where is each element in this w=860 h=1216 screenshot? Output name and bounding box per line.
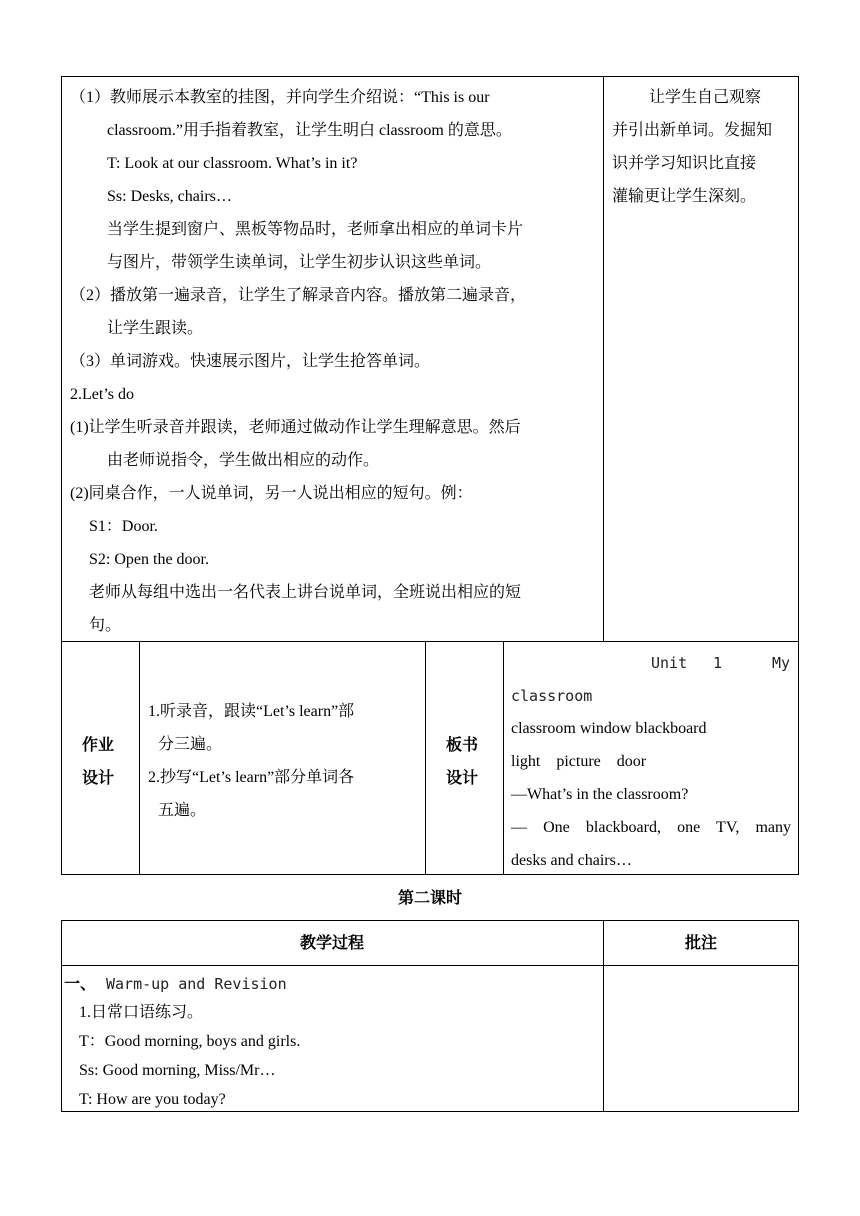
process-line: 让学生跟读。: [107, 320, 204, 337]
board-line: — One blackboard, one TV, many: [511, 819, 791, 836]
divider: [603, 76, 604, 642]
board-label: 板书: [446, 735, 479, 754]
homework-line: 分三遍。: [158, 736, 223, 753]
process-line: S1：Door.: [89, 518, 158, 535]
lesson2-line: Ss: Good morning, Miss/Mr…: [79, 1062, 276, 1079]
process-line: T: Look at our classroom. What’s in it?: [107, 155, 358, 172]
process-line: （2）播放第一遍录音，让学生了解录音内容。播放第二遍录音，: [70, 287, 527, 304]
board-title-my: My: [772, 654, 791, 672]
divider: [61, 965, 799, 966]
homework-line: 五遍。: [158, 802, 207, 819]
note-line: 并引出新单词。发掘知: [612, 122, 773, 139]
lesson2-line: T：Good morning, boys and girls.: [79, 1033, 301, 1050]
divider: [503, 641, 504, 875]
lesson2-line: 1.日常口语练习。: [79, 1004, 204, 1021]
process-line: 老师从每组中选出一名代表上讲台说单词，全班说出相应的短: [89, 584, 522, 601]
process-line: (2)同桌合作，一人说单词，另一人说出相应的短句。例：: [70, 485, 473, 502]
board-line: desks and chairs…: [511, 852, 632, 869]
note-line: 灌输更让学生深刻。: [612, 188, 757, 205]
divider: [61, 641, 799, 642]
board-title-num: 1: [713, 654, 723, 672]
process-line: 与图片，带领学生读单词，让学生初步认识这些单词。: [107, 254, 492, 271]
process-line: S2: Open the door.: [89, 551, 209, 568]
process-line: （3）单词游戏。快速展示图片，让学生抢答单词。: [70, 353, 431, 370]
board-line: light picture door: [511, 753, 647, 770]
board-title-unit: Unit: [651, 654, 688, 672]
board-label: 设计: [446, 768, 479, 787]
warmup-prefix: 一、: [64, 974, 97, 993]
lesson2-line: T: How are you today?: [79, 1091, 226, 1108]
process-line: 2.Let’s do: [70, 386, 134, 403]
note-line: 让学生自己观察: [649, 89, 762, 106]
board-title-line2: classroom: [511, 687, 593, 705]
process-line: classroom.”用手指着教室，让学生明白 classroom 的意思。: [107, 122, 512, 139]
column-header-process: 教学过程: [299, 933, 364, 952]
process-line: (1)让学生听录音并跟读，老师通过做动作让学生理解意思。然后: [70, 419, 521, 436]
homework-label: 设计: [82, 768, 115, 787]
homework-line: 2.抄写“Let’s learn”部分单词各: [148, 769, 355, 786]
homework-label: 作业: [82, 735, 115, 754]
divider: [425, 641, 426, 875]
board-line: classroom window blackboard: [511, 720, 707, 737]
board-line: —What’s in the classroom?: [511, 786, 689, 803]
process-line: （1）教师展示本教室的挂图，并向学生介绍说：“This is our: [70, 89, 490, 106]
process-line: 句。: [89, 617, 122, 634]
divider: [139, 641, 140, 875]
note-line: 识并学习知识比直接: [612, 155, 757, 172]
process-line: Ss: Desks, chairs…: [107, 188, 232, 205]
warmup-title: Warm-up and Revision: [106, 975, 287, 993]
process-line: 由老师说指令，学生做出相应的动作。: [107, 452, 380, 469]
lesson2-heading: 第二课时: [397, 888, 462, 907]
homework-line: 1.听录音，跟读“Let’s learn”部: [148, 703, 355, 720]
column-header-notes: 批注: [684, 933, 717, 952]
process-line: 当学生提到窗户、黑板等物品时，老师拿出相应的单词卡片: [107, 221, 524, 238]
